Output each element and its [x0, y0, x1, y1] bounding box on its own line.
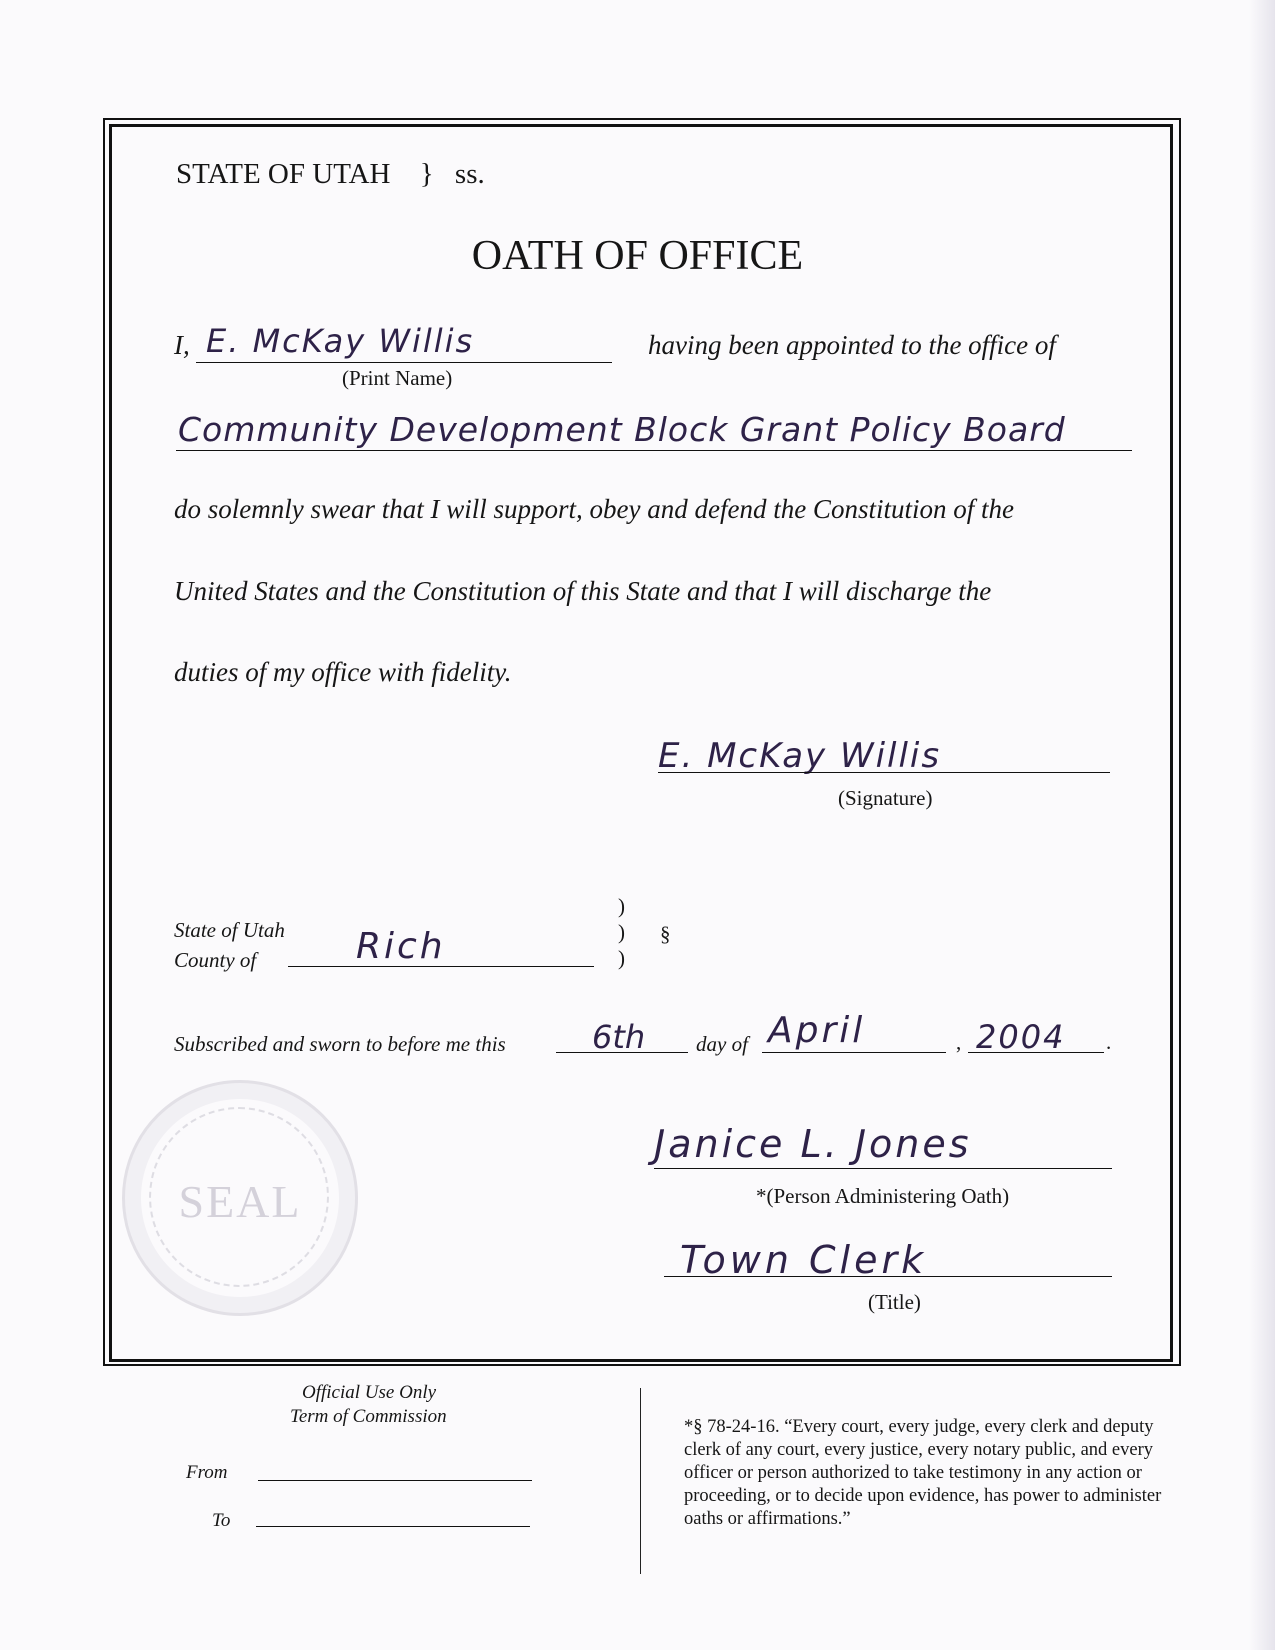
official-use-heading: Official Use Only	[302, 1382, 437, 1403]
venue-county-label: County of	[174, 948, 257, 972]
year-handwriting: 2004	[976, 1018, 1066, 1056]
paren-2: )	[618, 920, 625, 944]
vertical-divider	[640, 1388, 641, 1574]
paren-3: )	[618, 946, 625, 970]
paren-1: )	[618, 894, 625, 918]
oath-line-2: United States and the Constitution of this State and that I will discharge the	[174, 576, 992, 606]
date-period: .	[1106, 1030, 1112, 1054]
from-line	[258, 1480, 532, 1481]
administrator-label: *(Person Administering Oath)	[756, 1184, 1010, 1208]
sworn-prefix: Subscribed and sworn to before me this	[174, 1032, 506, 1056]
appointed-text: having been appointed to the office of	[648, 330, 1056, 360]
embossed-seal	[122, 1080, 358, 1316]
venue-state: State of Utah	[174, 918, 285, 942]
office-handwriting: Community Development Block Grant Policy Board	[178, 410, 1066, 449]
from-label: From	[186, 1462, 228, 1483]
section-symbol: §	[660, 922, 671, 946]
day-handwriting: 6th	[592, 1018, 646, 1056]
oath-prefix: I,	[174, 330, 190, 360]
statute-footnote: *§ 78-24-16. “Every court, every judge, every clerk and deputy clerk of any court, every justice, every notary public, and every officer or person authorized to take testimony in any action or proceeding, or to decide upon evidence, has power to administer oaths or affirmations.”	[684, 1417, 1162, 1529]
signature-handwriting: E. McKay Willis	[658, 736, 942, 776]
brace: }	[419, 158, 434, 190]
office-line	[176, 450, 1132, 451]
title-handwriting: Town Clerk	[680, 1238, 928, 1282]
name-handwriting: E. McKay Willis	[206, 322, 475, 360]
print-name-label: (Print Name)	[342, 366, 453, 390]
day-of-text: day of	[696, 1032, 748, 1056]
state-heading	[176, 158, 485, 191]
month-handwriting: April	[768, 1010, 866, 1051]
to-line	[256, 1526, 530, 1527]
state-text: STATE OF UTAH	[176, 158, 391, 190]
month-line	[762, 1052, 946, 1053]
oath-line-1: do solemnly swear that I will support, obey and defend the Constitution of the	[174, 494, 1014, 524]
title-line	[664, 1276, 1112, 1277]
oath-line-3: duties of my office with fidelity.	[174, 657, 512, 687]
signature-line	[658, 772, 1110, 773]
to-label: To	[212, 1510, 231, 1531]
date-comma: ,	[956, 1030, 962, 1054]
document-title: OATH OF OFFICE	[471, 233, 804, 279]
administrator-signature: Janice L. Jones	[654, 1122, 972, 1166]
county-handwriting: Rich	[356, 926, 446, 967]
administrator-line	[654, 1168, 1112, 1169]
name-line	[196, 362, 612, 363]
signature-label: (Signature)	[838, 786, 933, 810]
term-of-commission-heading: Term of Commission	[290, 1406, 447, 1427]
seal-word: SEAL	[178, 1176, 302, 1227]
ss-abbrev: ss.	[454, 158, 485, 190]
title-label: (Title)	[868, 1290, 921, 1314]
